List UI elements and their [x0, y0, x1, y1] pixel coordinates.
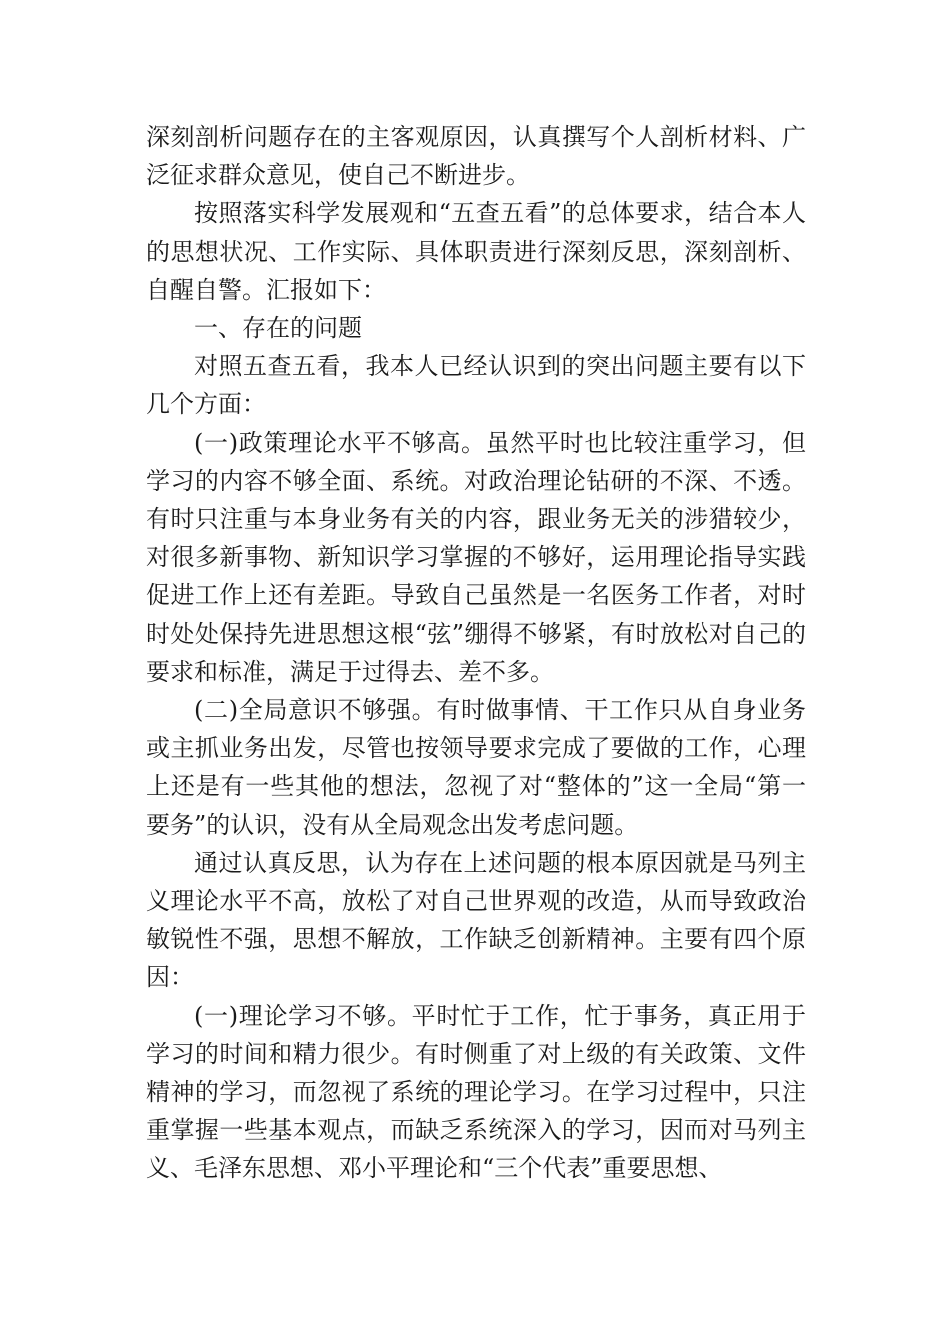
- paragraph-2: 按照落实科学发展观和“五查五看”的总体要求，结合本人的思想状况、工作实际、具体职责进行深刻反思，深刻剖析、自醒自警。汇报如下：: [146, 199, 806, 304]
- paragraph-1: 深刻剖析问题存在的主客观原因，认真撰写个人剖析材料、广泛征求群众意见，使自己不断进步。: [146, 123, 806, 190]
- paragraph-5: (一)政策理论水平不够高。虽然平时也比较注重学习，但学习的内容不够全面、系统。对政治理论钻研的不深、不透。有时只注重与本身业务有关的内容，跟业务无关的涉猎较少，对很多新事物、新知识学习掌握的不够好，运用理论指导实践促进工作上还有差距。导致自己虽然是一名医务工作者，对时时处处保持先进思想这根“弦”绷得不够紧，有时放松对自己的要求和标准，满足于过得去、差不多。: [146, 428, 806, 686]
- paragraph-7: 通过认真反思，认为存在上述问题的根本原因就是马列主义理论水平不高，放松了对自己世界观的改造，从而导致政治敏锐性不强，思想不解放，工作缺乏创新精神。主要有四个原因：: [146, 848, 806, 992]
- paragraph-6: (二)全局意识不够强。有时做事情、干工作只从自身业务或主抓业务出发，尽管也按领导要求完成了要做的工作，心理上还是有一些其他的想法，忽视了对“整体的”这一全局“第一要务”的认识，没有从全局观念出发考虑问题。: [146, 696, 806, 839]
- section-heading-problems: 一、存在的问题: [194, 314, 362, 343]
- paragraph-8: (一)理论学习不够。平时忙于工作，忙于事务，真正用于学习的时间和精力很少。有时侧重了对上级的有关政策、文件精神的学习，而忽视了系统的理论学习。在学习过程中，只注重掌握一些基本观点，而缺乏系统深入的学习，因而对马列主义、毛泽东思想、邓小平理论和“三个代表”重要思想、: [146, 1001, 806, 1183]
- document-page: [146, 118, 806, 1188]
- paragraph-4: 对照五查五看，我本人已经认识到的突出问题主要有以下几个方面：: [146, 352, 806, 419]
